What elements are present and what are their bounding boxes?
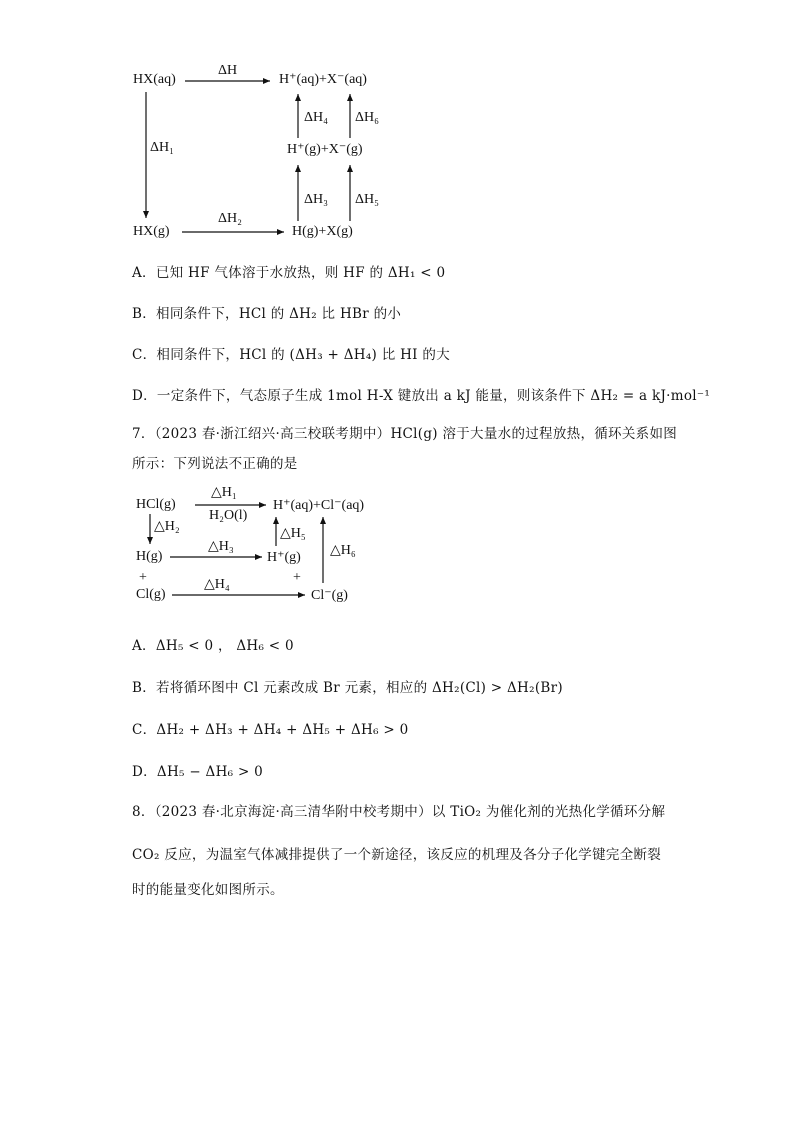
q8-stem-line-1: 8．（2023 春·北京海淀·高三清华附中校考期中）以 TiO₂ 为催化剂的光热化学循环分解: [132, 804, 666, 820]
q8-stem-line-2: CO₂ 反应，为温室气体减排提供了一个新途径，该反应的机理及各分子化学键完全断裂: [132, 847, 662, 863]
label-plus-1: +: [139, 570, 147, 585]
q7-stem-line-2: 所示：下列说法不正确的是: [132, 456, 298, 472]
q7-option-d: D．ΔH₅ − ΔH₆ > 0: [132, 764, 264, 780]
label-h-g: H(g): [136, 549, 163, 564]
label-d2-dH6: △H₆: [330, 543, 356, 558]
label-cl-g: Cl(g): [136, 587, 166, 602]
label-d2-dH5: △H₅: [280, 526, 306, 541]
label-hcl-g: HCl(g): [136, 497, 176, 512]
q7-option-b: B．若将循环图中 Cl 元素改成 Br 元素，相应的 ΔH₂(Cl) > ΔH₂(Br): [132, 680, 563, 696]
label-hplus-g: H⁺(g): [267, 550, 301, 565]
q6-option-c: C．相同条件下，HCl 的 (ΔH₃ + ΔH₄) 比 HI 的大: [132, 347, 451, 363]
label-d2-ions-aq: H⁺(aq)+Cl⁻(aq): [273, 498, 365, 513]
q7-option-c: C．ΔH₂ + ΔH₃ + ΔH₄ + ΔH₅ + ΔH₆ > 0: [132, 722, 409, 738]
q7-option-a: A．ΔH₅ < 0 ， ΔH₆ < 0: [132, 638, 294, 654]
label-d2-dH3: △H₃: [208, 539, 234, 554]
label-hx-aq: HX(aq): [133, 72, 176, 87]
q7-stem-line-1: 7．（2023 春·浙江绍兴·高三校联考期中）HCl(g) 溶于大量水的过程放热，循环关系如图: [132, 426, 678, 442]
label-plus-2: +: [293, 570, 301, 585]
label-d2-dH1: △H₁: [211, 485, 237, 500]
label-d2-dH2: △H₂: [154, 519, 180, 534]
label-dH5: ΔH₅: [355, 192, 379, 207]
label-ions-aq: H⁺(aq)+X⁻(aq): [279, 72, 367, 87]
label-ions-g: H⁺(g)+X⁻(g): [287, 142, 363, 157]
label-d2-dH4: △H₄: [204, 577, 230, 592]
q6-option-a: A．已知 HF 气体溶于水放热，则 HF 的 ΔH₁ < 0: [132, 265, 446, 281]
label-dH2: ΔH₂: [218, 211, 242, 226]
label-hx-g: HX(g): [133, 224, 170, 239]
q8-stem-line-3: 时的能量变化如图所示。: [132, 882, 284, 898]
label-h2o: H₂O(l): [209, 508, 248, 523]
label-dH4: ΔH₄: [304, 110, 328, 125]
label-atoms-g: H(g)+X(g): [292, 224, 353, 239]
label-dH3: ΔH₃: [304, 192, 328, 207]
label-dH: ΔH: [218, 63, 238, 78]
q6-option-b: B．相同条件下，HCl 的 ΔH₂ 比 HBr 的小: [132, 306, 402, 322]
label-dH6: ΔH₆: [355, 110, 379, 125]
label-dH1: ΔH₁: [150, 140, 174, 155]
label-clminus-g: Cl⁻(g): [311, 588, 348, 603]
q6-option-d: D．一定条件下，气态原子生成 1mol H-X 键放出 a kJ 能量，则该条件下 ΔH₂ = a kJ·mol⁻¹: [132, 388, 711, 404]
